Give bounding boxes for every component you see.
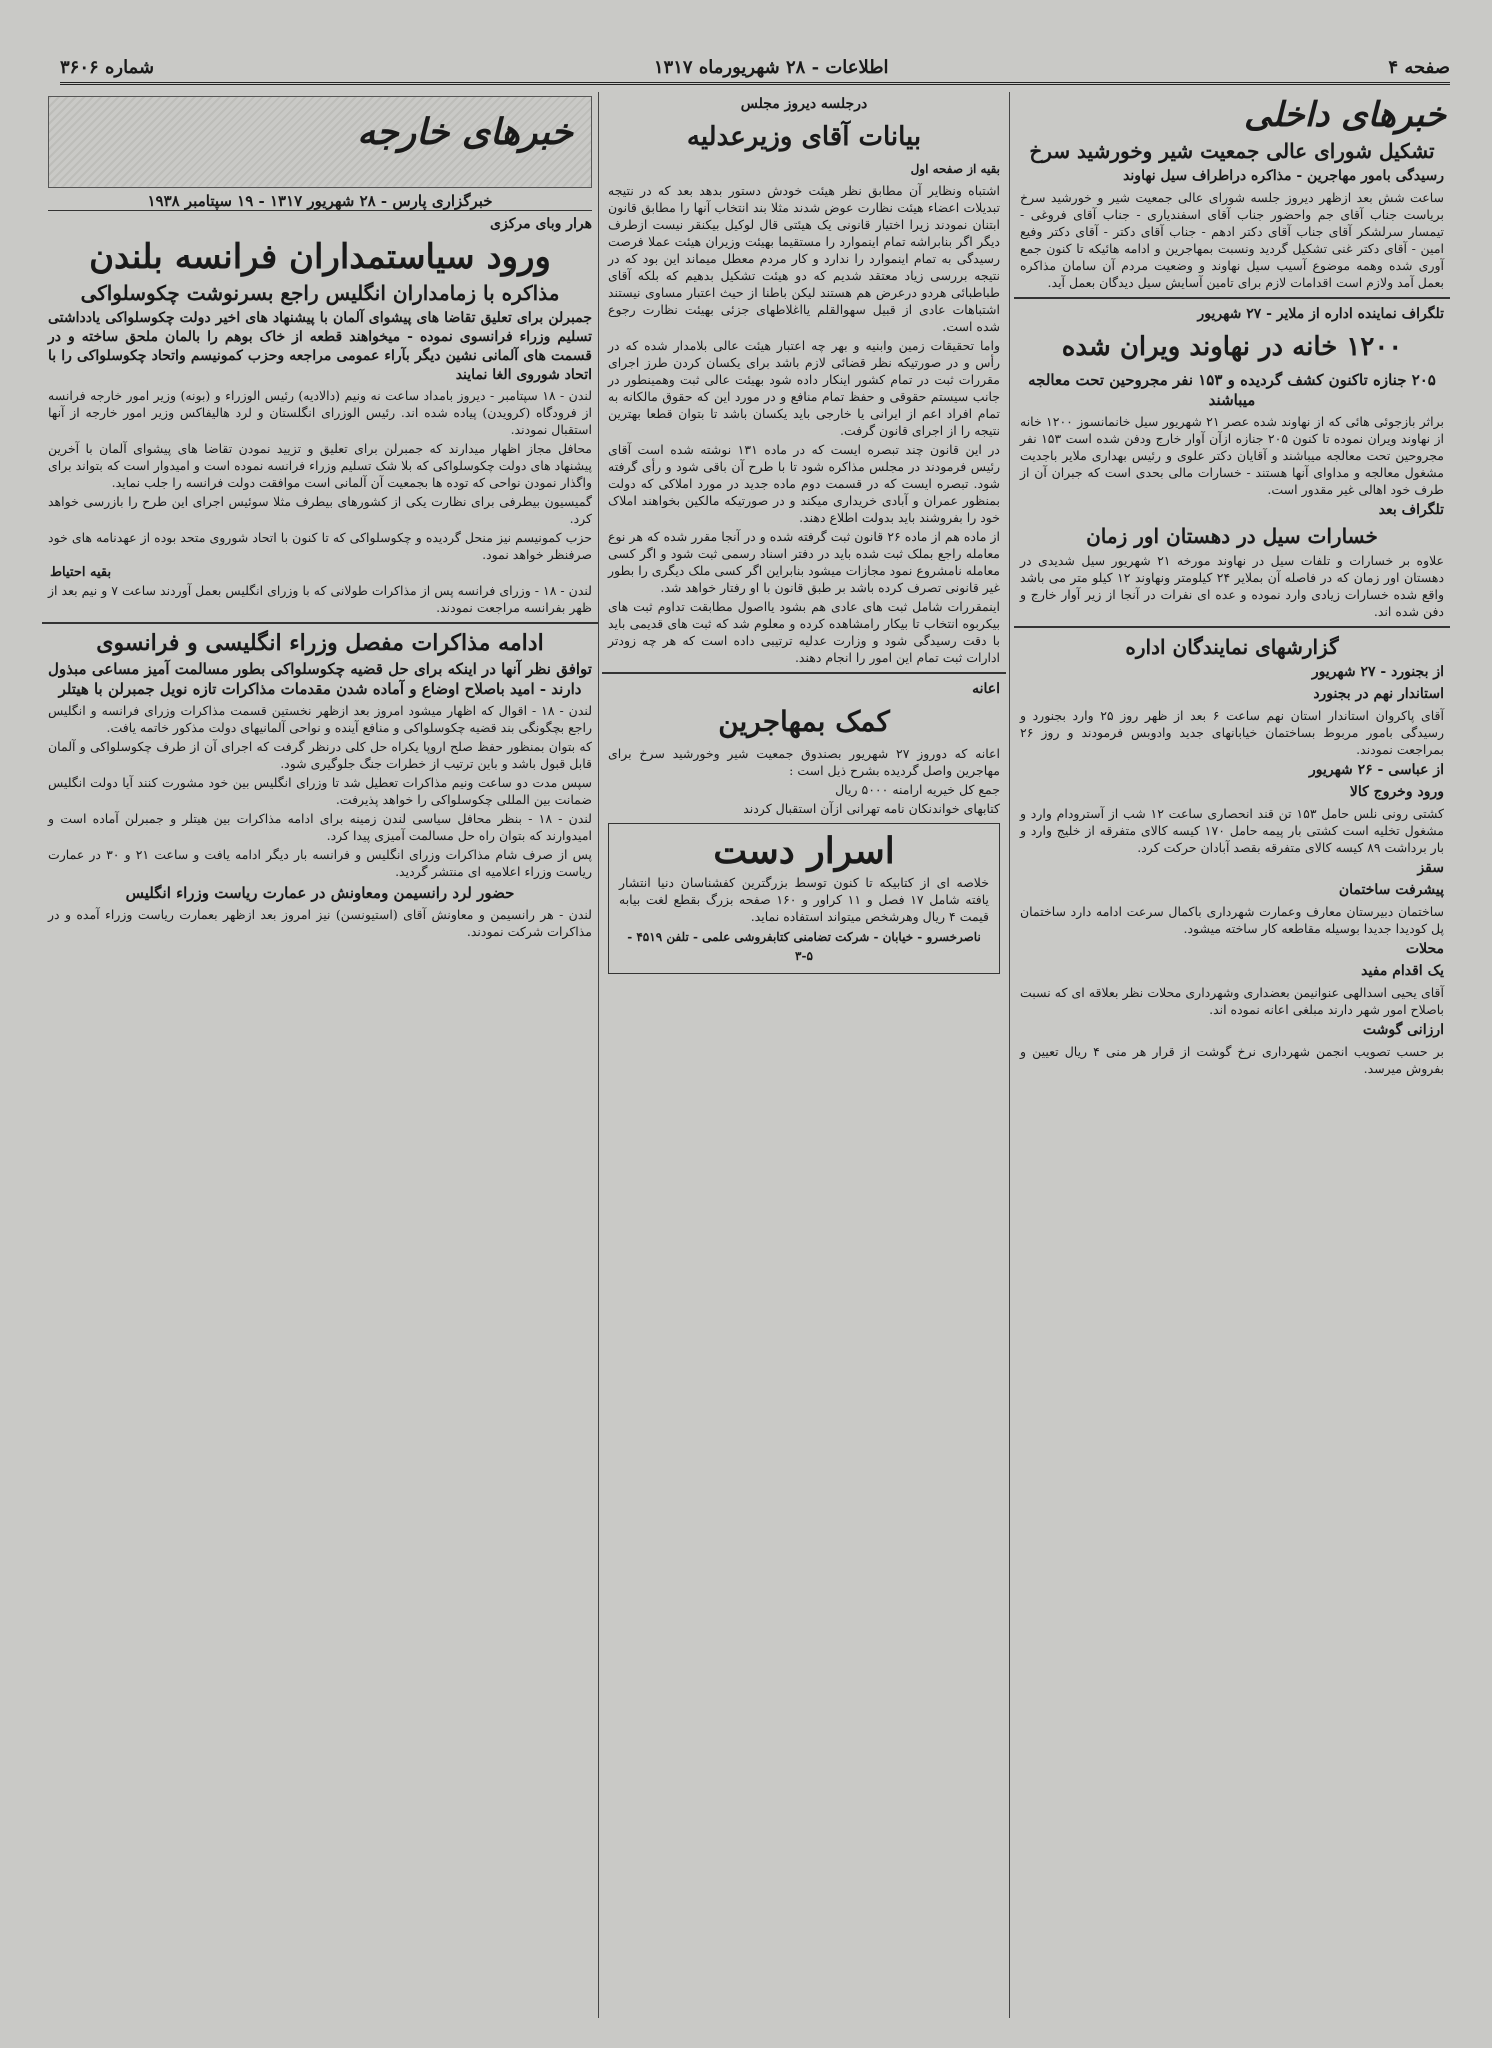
article-text: ساختمان دبیرستان معارف وعمارت شهرداری باکمال سرعت ادامه دارد ساختمان پل کودیدا جدیدا بوسیله مقاطعه کار ساخته میشود. (1020, 904, 1444, 936)
ad-title: اسرار دست (713, 830, 895, 872)
dateline: از عباسی - ۲۶ شهریور (1308, 762, 1444, 778)
article-text: جمع کل خیریه ارامنه ۵۰۰۰ ریال (835, 782, 1000, 797)
issue-date: اطلاعات - ۲۸ شهریورماه ۱۳۱۷ (653, 56, 889, 78)
article-text: اعانه که دوروز ۲۷ شهریور بصندوق جمعیت شیر وخورشید سرخ برای مهاجرین واصل گردیده بشرح ذیل است : (608, 746, 1000, 778)
kicker: درجلسه دیروز مجلس (740, 96, 868, 112)
article-text: آقای پاکروان استاندار استان نهم ساعت ۶ بعد از ظهر روز ۲۵ وارد بجنورد و رسیدگی بامور مربوط بساختمان خیابانهای جدید وادوبس فرمودند و روز ۲۶ بمراجعت نمودند. (1020, 708, 1444, 757)
article-text: کتابهای خواندنکان نامه تهرانی ازآن استقبال کردند (743, 801, 1000, 816)
dateline: از بجنورد - ۲۷ شهریور (1311, 664, 1444, 680)
masthead (60, 52, 1450, 85)
dateline: خبرگزاری پارس - ۲۸ شهریور ۱۳۱۷ - ۱۹ سپتامبر ۱۹۳۸ (48, 192, 592, 211)
lead-paragraph: جمبرلن برای تعلیق تقاضا های پیشوای آلمان با پیشنهاد های اخیر دولت چکوسلواکی یادداشتی تسلیم وزراء فرانسوی نموده - میخواهند قطعه از خاک بوهم را بالمان ملحق ساخته و در قسمت های آلمانی نشین دیگر بآراء عمومی مراجعه وحزب کمونیسم واتحاد چکوسلواکی را با اتحاد شوروی الغا نمایند (48, 310, 592, 383)
issue-number: شماره ۳۶۰۶ (60, 56, 155, 78)
article-text: که بتوان بمنظور حفظ صلح اروپا یکراه حل کلی درنظر گرفت که اجرای آن از طرف چکوسلواکی و آلمان قابل قبول باشد و باین ترتیب از خطرات جنگ جلوگیری شود. (48, 739, 592, 771)
dateline: سقز (1417, 860, 1444, 876)
article-text: لندن - ۱۸ - وزرای فرانسه پس از مذاکرات طولانی که با وزرای انگلیس بعمل آوردند ساعت ۷ و نیم بعد از ظهر بفرانسه مراجعت نمودند. (48, 583, 592, 615)
subheadline: استاندار نهم در بجنورد (1313, 686, 1444, 702)
headline: خسارات سیل در دهستان اور زمان (1086, 524, 1378, 548)
subheadline: ۲۰۵ جنازه تاکنون کشف گردیده و ۱۵۳ نفر مجروحین تحت معالجه میباشند (1028, 371, 1436, 409)
dateline: تلگراف نماینده اداره از ملایر - ۲۷ شهریور (1197, 306, 1444, 322)
article-text: پس از صرف شام مذاکرات وزرای انگلیس و فرانسه بار دیگر ادامه یافت و ساعت ۲۱ و ۳۰ در عمارت ریاست وزراء اعلامیه ای منتشر گردید. (48, 847, 592, 879)
section-title-domestic: خبرهای داخلی (1244, 95, 1446, 135)
foreign-news-column (42, 92, 598, 2018)
article-text: واما تحقیقات زمین وابنیه و بهر چه اعتبار هیئت عالی بلامدار شده که در رأس و در صورتیکه نظر قضائی لازم باشد برای یکسان کردن طرز اجرای مقررات ثبت در تمام کشور اینکار داده شود بهیئت عالی ثبت وهمینطور در جانب سیستم حقوقی و حفظ تمام منافع و در مورد این که حقوق مالکانه به تمام افراد اعم از ایرانی یا خارجی باید یکسان باشد تا بتوان قطعا بهترین نتیجه را از اجرای قانون گرفت. (608, 338, 1000, 438)
article-text: حزب کمونیسم نیز منحل گردیده و چکوسلواکی که تا کنون با اتحاد شوروی متحد بوده از عهدنامه های خود صرفنظر خواهد نمود. (48, 530, 592, 562)
continued-note: بقیه از صفحه اول (910, 162, 1000, 176)
ad-text: خلاصه ای از کتابیکه تا کنون توسط بزرگترین کفشناسان دنیا انتشار یافته شامل ۱۷ فصل و ۱۱ کراور و ۱۶۰ صفحه بزرگ بقطع لغت بیابه قیمت ۴ ریال وهرشخص میتواند استفاده نماید. (619, 875, 989, 924)
article-text: لندن - ۱۸ سپتامبر - دیروز بامداد ساعت نه ونیم (دالادیه) رئیس الوزراء و (بونه) وزیر امور خارجه فرانسه از فرودگاه (کرویدن) پیاده شده اند. رئیس الوزرای انگلستان و لرد هالیفاکس وزیر امور خارجه از آنها استقبال نمودند. (48, 388, 592, 437)
article-text: لندن - هر رانسیمن و معاونش آقای (استیونسن) نیز امروز بعد ازظهر بعمارت ریاست وزراء آمده و در مذاکرات شرکت نمودند. (48, 907, 592, 939)
article-text: آقای یحیی اسدالهی عنوانیمن بعضداری وشهرداری محلات نظر بعلاقه ای که نسبت باصلاح امور شهر دارند مبلغی اعانه نموده اند. (1020, 985, 1444, 1017)
column-rule (598, 92, 599, 2018)
column-rule (1009, 92, 1010, 2018)
subheadline: پیشرفت ساختمان (1338, 882, 1444, 898)
headline: تشکیل شورای عالی جمعیت شیر وخورشید سرخ (1029, 139, 1435, 163)
article-text: کشتی رونی نلس حامل ۱۵۳ تن قند انحصاری ساعت ۱۲ شب از آسترودام وارد و مشغول تخلیه است کشتی بار پیمه حامل ۱۷۰ کیسه کالای متفرقه از خلیج وارد و بار برداشت ۸۹ کیسه کالای متفرقه بقصد آبادان حرکت کرد. (1020, 806, 1444, 855)
article-text: اشتباه ونظایر آن مطابق نظر هیئت خودش دستور بدهد بعد که در نتیجه تبدیلات اعضاء هیئت نظارت عوض شدند مثلا بند انتخاب آنها را مطابق قانون ابتنان نمودند زیرا اختیار قانونی یک هیئتی قال لوکیل بیکنقر نیست ازطرف دیگر اگر بنابراشه تمام اینموارد را مستقیما بهیئت وزیران هیئت عملا فرصت رسیدگی به تمام اینموارد را ندارد و کار مردم معطل میماند این بود که در نتیجه بررسی زیاد معتقد شدیم که دو هیئت تشکیل بدهیم که بلکه آقای طباطبائی هردو درعرض هم هستند لیکن باطنا از حیث اعتبار مساوی نیستند اشتباهات عادی از قبیل سهوالقلم یااغلاطهای جزئی بهیئت نظارت رجوع شده است. (608, 183, 1000, 334)
justice-column (602, 92, 1006, 2018)
headline: ادامه مذاکرات مفصل وزراء انگلیسی و فرانسوی (96, 630, 544, 656)
article-text: ساعت شش بعد ازظهر دیروز جلسه شورای عالی جمعیت شیر و خورشید سرخ بریاست جناب آقای جم واحضور جناب آقای اسفندیاری - جناب آقای فروغی - تیمسار سرلشکر آقای جناب آقای دکتر ادهم - جناب آقای دکتر - آقای دکتر وفیع امین - آقای دکتر غنی تشکیل گردید ونسبت بمهاجرین و ادامه هائیکه تا کنون جمع آوری شده وهمه موضوع آسیب سیل نهاوند و وضعیت مردم آن سامان مذاکره بعمل آمد ولازم است اقدامات لازم برای تامین آسایش سیل دیدگان بعمل آید. (1020, 190, 1444, 290)
article-text: براثر بازجوئی هائی که از نهاوند شده عصر ۲۱ شهریور سیل خانمانسوز ۱۲۰۰ خانه از نهاوند ویران نموده تا کنون ۲۰۵ جنازه ازآن آوار خارج ودفن شده است ۱۵۳ نفر مجروحین تحت معالجه میباشند و آقایان دکتر علوی و رئیس بهداری ملایر باجدیت مشغول معالجه و مداوای آنها هستند - خسارات مالی بحدی است که جبران آن از طرف خود اهالی غیر مقدور است. (1020, 414, 1444, 497)
article-text: از ماده هم از ماده ۲۶ قانون ثبت گرفته شده و در آنجا مقرر شده که هر نوع معامله راجع بملک ثبت شده باید در دفتر اسناد رسمی ثبت شود و اگر کسی معامله نامشروع نمود مجازات میشود بنابراین اگر کسی ملک دیگری را بطور غیر قانونی تصرف کرده باشد بر طبق قانون با او رفتار خواهد شد. (608, 529, 1000, 595)
headline: ۱۲۰۰ خانه در نهاوند ویران شده (1061, 332, 1403, 362)
headline: بیانات آقای وزیرعدلیه (686, 122, 922, 152)
subheadline: یک اقدام مفید (1361, 963, 1444, 979)
dateline: محلات (1405, 941, 1444, 957)
headline: ورود سیاستمداران فرانسه بلندن (89, 237, 551, 277)
article-text: لندن - ۱۸ - اقوال که اظهار میشود امروز بعد ازظهر نخستین قسمت مذاکرات وزرای فرانسه و انگلیس راجع بچگونگی بند قضیه چکوسلواکی و منافع آینده و نواحی آلمانیهای دولت مذکور خاتمه یافت. (48, 703, 593, 735)
article-text: محافل مجاز اظهار میدارند که جمبرلن برای تعلیق و تزیید نمودن تقاضا های پیشوای آلمان با آخرین پیشنهاد های دولت چکوسلواکی که بلا شک تسلیم وزراء فرانسه نموده است و امیدوار است که بتواند برای واگذار نمودن نواحی که توده ها بجمعیت آن آلمانی است موافقت دولت فرانسه را جلب نماید. (48, 441, 592, 490)
article-text: در این قانون چند تبصره ایست که در ماده ۱۳۱ نوشته شده است آقای رئیس فرمودند در مجلس مذاکره شود تا با طرح آن باقی شود و رأی گرفته شود. تبصره ایست که در قسمت دوم ماده جدید در مورد املاکی که دولت بمنظور عمران و آبادی خریداری میکند و در صورتیکه مالکین بخواهند املاک خود را بفروشند باید بدولت اطلاع دهند. (608, 442, 1000, 525)
subheadline: ورود وخروج کالا (1349, 784, 1444, 800)
subheadline: توافق نظر آنها در اینکه برای حل قضیه چکوسلواکی بطور مسالمت آمیز مساعی مبذول دارند - امید باصلاح اوضاع و آماده شدن مقدمات مذاکرات تازه نویل جمبرلن با هیتلر (48, 660, 592, 698)
headline: کمک بمهاجرین (718, 705, 890, 738)
dateline: تلگراف بعد (1378, 502, 1444, 518)
article-text: سپس مدت دو ساعت ونیم مذاکرات تعطیل شد تا وزرای انگلیس بین خود مشورت کنند آیا دولت انگلیس ضمانت بین المللی چکوسلواکی را خواهد پذیرفت. (48, 775, 592, 807)
article-text: اینمقررات شامل ثبت های عادی هم بشود یااصول مطابقت تداوم ثبت های بیکربوه انتخاب تا بیکار رامشاهده کرده و معلوم شد که ثبت های قدیمی باید با دقت رسیدگی شود و وزارت عدلیه ترتیبی داده است که هر چه زودتر ادارات ثبت تمام این امور را انجام دهند. (608, 599, 1000, 665)
ad-address: ناصرخسرو - خیابان - شرکت تضامنی کتابفروشی علمی - تلفن ۴۵۱۹ - ۵-۳ (627, 930, 981, 963)
article-text: بر حسب تصویب انجمن شهرداری نرخ گوشت از قرار هر منی ۴ ریال تعیین و بفروش میرسد. (1020, 1044, 1444, 1076)
article-text: گمیسیون بیطرفی برای نظارت یکی از کشورهای بیطرف مثلا سوئیس اجرای این طرح را بازرسی خواهد کرد. (48, 494, 592, 526)
section-label: اعانه (972, 681, 1000, 697)
section-title-foreign: خبرهای خارجه (357, 111, 573, 153)
page-number: صفحه ۴ (1388, 56, 1450, 78)
article-text: لندن - ۱۸ - بنظر محافل سیاسی لندن زمینه برای ادامه مذاکرات بین هیتلر و جمبرلن آماده است و امیدوارند که بتوان راه حل مسالمت آمیزی پیدا کرد. (48, 811, 592, 843)
domestic-news-column (1014, 92, 1450, 2018)
advertisement (608, 823, 1000, 974)
foreign-news-banner (48, 96, 592, 188)
subheadline: رسیدگی بامور مهاجرین - مذاکره دراطراف سیل نهاوند (1123, 168, 1444, 184)
headline: گزارشهای نمایندگان اداره (1125, 635, 1339, 659)
subheadline: ارزانی گوشت (1362, 1022, 1444, 1038)
continued-note: بقیه احتیاط (50, 565, 112, 580)
subheadline: مذاکره با زمامداران انگلیس راجع بسرنوشت چکوسلواکی (80, 281, 560, 305)
subheadline: حضور لرد رانسیمن ومعاونش در عمارت ریاست وزراء انگلیس (125, 884, 515, 902)
article-text: علاوه بر خسارات و تلفات سیل در نهاوند مورخه ۲۱ شهریور سیل شدیدی در دهستان اور زمان که در فاصله آن بملایر ۲۴ کیلومتر ونهاوند ۱۲ کیلو متر می باشد واقع شده خسارات زیادی وارد نموده و عده ای نفرات در آنجا از زیر آوار خارج و دفن شده اند. (1020, 553, 1445, 619)
place-label: ه‍رار وبای مرکزی (490, 216, 592, 232)
